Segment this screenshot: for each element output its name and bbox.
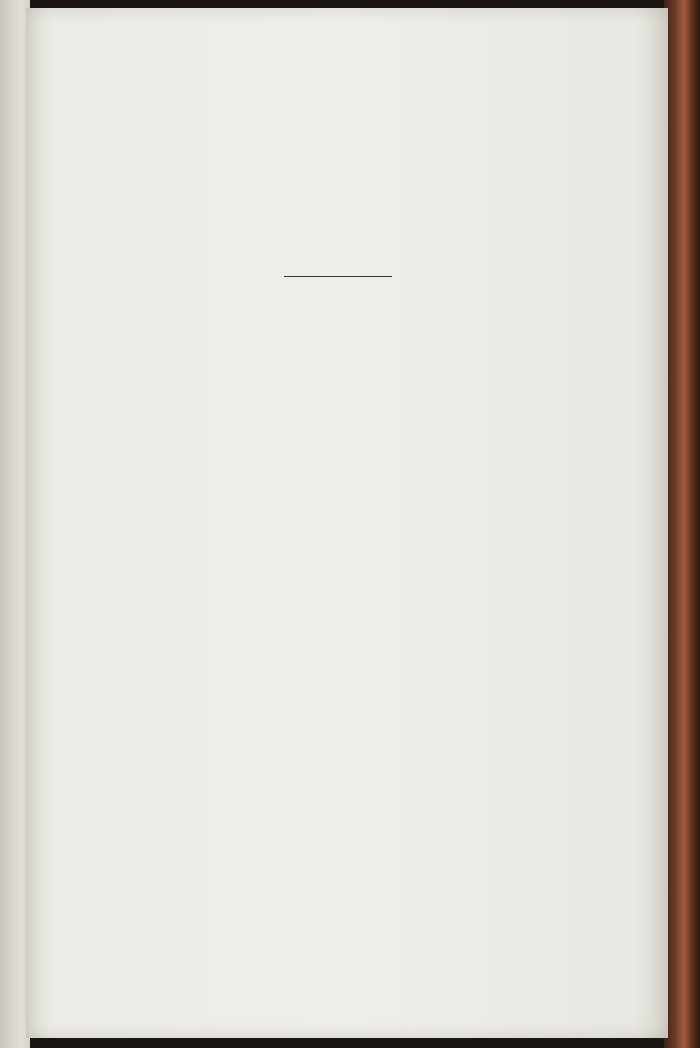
section-divider [284,276,392,277]
book-page [26,8,668,1038]
book-spine-edge [664,0,700,1048]
